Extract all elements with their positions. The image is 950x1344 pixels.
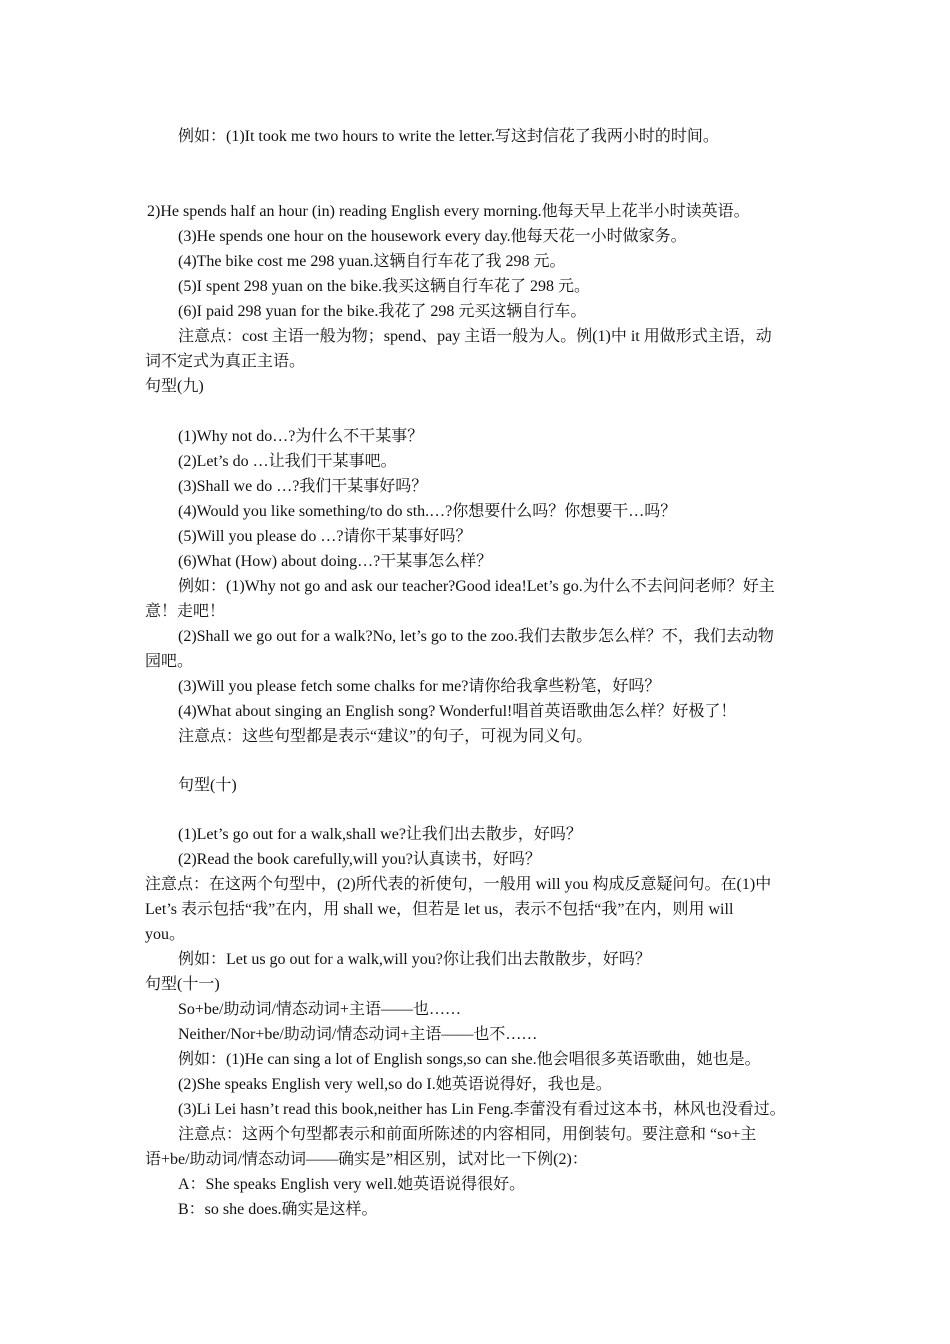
example-line: 例如：(1)It took me two hours to write the letter.写这封信花了我两小时的时间。 [178,128,719,145]
pattern-line: (2)Read the book carefully,will you?认真读书，好吗？ [178,851,541,868]
example-line: (5)I spent 298 yuan on the bike.我买这辆自行车花了 298 元。 [178,278,590,295]
note-line: you。 [145,926,186,943]
example-line: 例如：(1)He can sing a lot of English songs,so can she.他会唱很多英语歌曲，她也是。 [178,1051,761,1068]
example-line: (4)The bike cost me 298 yuan.这辆自行车花了我 298 元。 [178,253,566,270]
note-line: 注意点：这两个句型都表示和前面所陈述的内容相同，用倒装句。要注意和 “so+主 [178,1126,757,1143]
pattern-line: Neither/Nor+be/助动词/情态动词+主语——也不…… [178,1026,538,1043]
pattern-line: (1)Why not do…?为什么不干某事？ [178,428,424,445]
pattern-line: (1)Let’s go out for a walk,shall we?让我们出去散步，好吗？ [178,826,582,843]
example-line: 园吧。 [145,653,194,670]
section-heading: 句型(九) [145,378,204,395]
note-line: Let’s 表示包括“我”在内，用 shall we，但若是 let us，表示不包括“我”在内，则用 will [145,901,734,918]
pattern-line: (5)Will you please do …?请你干某事好吗？ [178,528,472,545]
note-line: 词不定式为真正主语。 [145,353,306,370]
pattern-line: (3)Shall we do …?我们干某事好吗？ [178,478,428,495]
dialogue-line: B：so she does.确实是这样。 [178,1201,378,1218]
pattern-line: So+be/助动词/情态动词+主语——也…… [178,1001,461,1018]
example-line: (4)What about singing an English song? Wonderful!唱首英语歌曲怎么样？好极了！ [178,703,737,720]
pattern-line: (2)Let’s do …让我们干某事吧。 [178,453,397,470]
example-line: (6)I paid 298 yuan for the bike.我花了 298 元买这辆自行车。 [178,303,587,320]
example-line: (2)She speaks English very well,so do I.她英语说得好，我也是。 [178,1076,612,1093]
example-line: 意！走吧！ [145,603,226,620]
note-line: 注意点：cost 主语一般为物；spend、pay 主语一般为人。例(1)中 it 用做形式主语，动 [178,328,772,345]
note-line: 语+be/助动词/情态动词——确实是”相区别，试对比一下例(2)： [145,1151,588,1168]
section-heading: 句型(十) [178,777,237,794]
section-heading: 句型(十一) [145,976,220,993]
note-line: 注意点：在这两个句型中，(2)所代表的祈使句，一般用 will you 构成反意疑问句。在(1)中 [145,876,772,893]
pattern-line: (4)Would you like something/to do sth.…?你想要什么吗？你想要干…吗？ [178,503,677,520]
example-line: 例如：(1)Why not go and ask our teacher?Good idea!Let’s go.为什么不去问问老师？好主 [178,578,775,595]
example-line: 2)He spends half an hour (in) reading English every morning.他每天早上花半小时读英语。 [147,203,750,220]
example-line: (3)Will you please fetch some chalks for me?请你给我拿些粉笔，好吗？ [178,678,661,695]
pattern-line: (6)What (How) about doing…?干某事怎么样？ [178,553,493,570]
example-line: (3)Li Lei hasn’t read this book,neither has Lin Feng.李蕾没有看过这本书，林风也没看过。 [178,1101,786,1118]
dialogue-line: A：She speaks English very well.她英语说得很好。 [178,1176,526,1193]
example-line: (2)Shall we go out for a walk?No, let’s go to the zoo.我们去散步怎么样？不，我们去动物 [178,628,774,645]
example-line: 例如：Let us go out for a walk,will you?你让我们出去散散步，好吗？ [178,951,651,968]
note-line: 注意点：这些句型都是表示“建议”的句子，可视为同义句。 [178,728,593,745]
example-line: (3)He spends one hour on the housework every day.他每天花一小时做家务。 [178,228,687,245]
